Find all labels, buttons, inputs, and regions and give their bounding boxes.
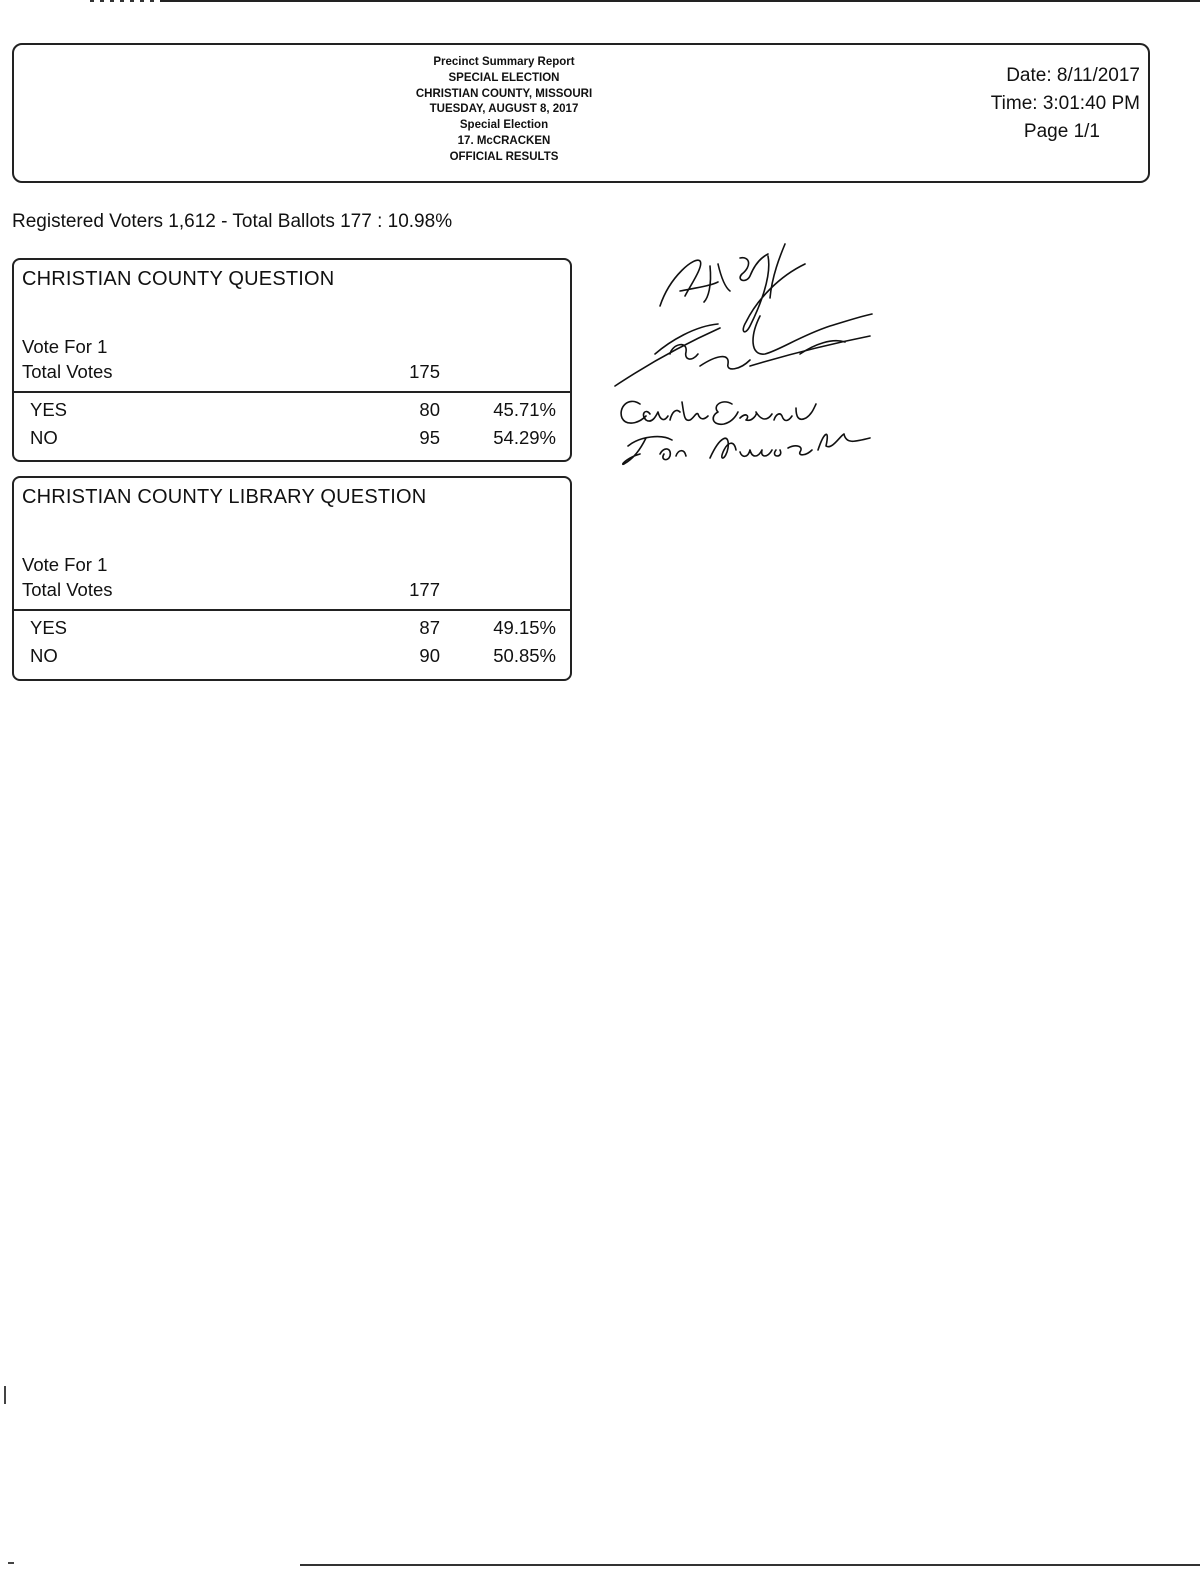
scan-artifact-top-marks — [90, 0, 160, 2]
choice-row-yes — [14, 399, 570, 427]
choice-row-yes — [14, 617, 570, 645]
vote-for-label: Vote For 1 — [22, 336, 108, 357]
choice-votes: 80 — [419, 399, 440, 420]
choice-row-no — [14, 645, 570, 673]
report-header — [12, 43, 1150, 183]
scan-artifact-top-line — [160, 0, 1200, 2]
choice-percent: 45.71% — [493, 399, 556, 420]
precinct-name: 17. McCRACKEN — [457, 134, 551, 147]
report-meta — [991, 62, 1140, 146]
choice-votes: 90 — [419, 645, 440, 666]
total-votes-value: 175 — [409, 361, 440, 382]
scan-artifact-bottom-line — [300, 1564, 1200, 1566]
vote-for-label: Vote For 1 — [22, 554, 108, 575]
choice-name: NO — [30, 645, 58, 666]
choice-name: YES — [30, 399, 68, 420]
report-title-block — [354, 55, 654, 166]
signature-second — [615, 314, 872, 386]
page-number: Page 1/1 — [1023, 121, 1100, 142]
election-name: SPECIAL ELECTION — [448, 71, 560, 84]
choice-name: NO — [30, 427, 58, 448]
choice-row-no — [14, 427, 570, 455]
scan-artifact-bottom-mark — [8, 1562, 14, 1564]
signature-carla-essick — [621, 401, 816, 424]
contest-title: CHRISTIAN COUNTY QUESTION — [22, 268, 335, 290]
choice-percent: 50.85% — [493, 645, 556, 666]
election-date: TUESDAY, AUGUST 8, 2017 — [429, 103, 579, 116]
contest-county-question — [12, 258, 572, 462]
report-title: Precinct Summary Report — [433, 56, 575, 68]
contest-divider — [14, 609, 570, 611]
choice-percent: 54.29% — [493, 427, 556, 448]
handwritten-signatures — [600, 236, 890, 476]
contest-title: CHRISTIAN COUNTY LIBRARY QUESTION — [22, 486, 427, 508]
total-votes-label: Total Votes — [22, 579, 113, 600]
signature-don-russell — [623, 434, 870, 464]
results-status: OFFICIAL RESULTS — [449, 150, 559, 163]
signature-initials — [660, 244, 805, 332]
election-type: Special Election — [459, 119, 549, 132]
total-votes-label: Total Votes — [22, 361, 113, 382]
contest-library-question — [12, 476, 572, 681]
report-time: Time: 3:01:40 PM — [990, 93, 1140, 114]
report-date: Date: 8/11/2017 — [1006, 65, 1140, 86]
scan-artifact-left-tick — [4, 1386, 6, 1404]
turnout-summary: Registered Voters 1,612 - Total Ballots 177 : 10.98% — [12, 211, 453, 232]
choice-votes: 95 — [419, 427, 440, 448]
choice-votes: 87 — [419, 617, 440, 638]
contest-divider — [14, 391, 570, 393]
total-votes-value: 177 — [409, 579, 440, 600]
choice-name: YES — [30, 617, 68, 638]
choice-percent: 49.15% — [493, 617, 556, 638]
county-name: CHRISTIAN COUNTY, MISSOURI — [415, 87, 593, 100]
